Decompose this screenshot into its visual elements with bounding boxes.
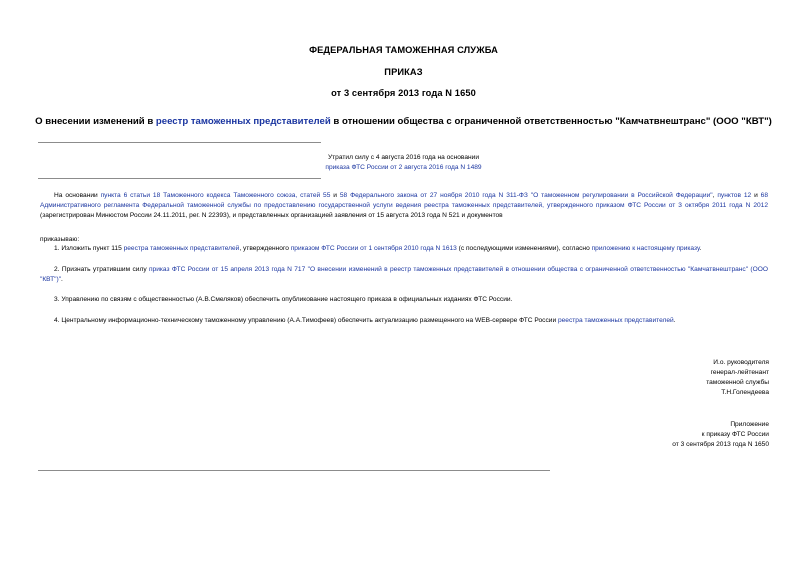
title-prefix: О внесении изменений в	[35, 116, 156, 127]
preamble-link-customs-code[interactable]: пункта 6 статьи 18 Таможенного кодекса Таможенного союза, статей 55	[100, 192, 331, 199]
item2-order-717-link[interactable]: приказ ФТС России от 15 апреля 2013 года N 717 "О внесении изменений в реестр таможенных представителей в отношении общества с ограниченной ответственностью "Камчатвнештранс" (ООО "КВТ")"	[40, 266, 768, 283]
doc-type-heading: ПРИКАЗ	[384, 67, 423, 77]
repeal-note-text: Утратил силу с 4 августа 2016 года на основании	[327, 154, 480, 161]
item4-registry-link[interactable]: реестра таможенных представителей	[557, 317, 674, 324]
preamble-link-regulation[interactable]: 68 Административного регламента Федеральной таможенной службы по предоставлению государственной услуги ведения реестра таможенных представителей, утвержденного приказом ФТС России от 3 октября 2011 года N 2012	[40, 192, 768, 209]
order-item-4: 4. Центральному информационно-техническому таможенному управлению (А.А.Тимофеев) обеспечить актуализацию размещенного на WEB-сервере ФТС России реестра таможенных представителей.	[54, 317, 676, 324]
appendix-title: Приложение	[730, 421, 769, 428]
signature-name: Т.Н.Голендеева	[721, 389, 769, 396]
divider-bottom	[38, 178, 321, 179]
title-registry-link[interactable]: реестр таможенных представителей	[155, 116, 331, 127]
item1-registry-link[interactable]: реестра таможенных представителей	[123, 245, 240, 252]
signature-rank: генерал-лейтенант	[710, 369, 769, 376]
order-word: приказываю:	[40, 236, 80, 243]
order-item-3: 3. Управлению по связям с общественностью (А.В.Смеляков) обеспечить опубликование настоящего приказа в официальных изданиях ФТС России.	[54, 296, 513, 303]
item1-order-1613-link[interactable]: приказом ФТС России от 1 сентября 2010 года N 1613	[290, 245, 457, 252]
signature-block	[569, 358, 769, 398]
appendix-divider	[38, 470, 550, 471]
agency-heading: ФЕДЕРАЛЬНАЯ ТАМОЖЕННАЯ СЛУЖБА	[309, 45, 498, 55]
repeal-order-link[interactable]: приказа ФТС России от 2 августа 2016 года N 1489	[325, 164, 482, 171]
item1-appendix-link[interactable]: приложению к настоящему приказу	[591, 245, 700, 252]
appendix-ref: к приказу ФТС России	[701, 431, 769, 438]
divider-top	[38, 142, 321, 143]
document-title	[0, 116, 807, 127]
date-heading: от 3 сентября 2013 года N 1650	[331, 88, 476, 98]
preamble-paragraph: На основании пункта 6 статьи 18 Таможенного кодекса Таможенного союза, статей 55 и 58 Федерального закона от 27 ноября 2010 года N 311-ФЗ "О таможенном регулировании в Российской Федерации", пунктов 12 и 68 Административного регламента Федеральной таможенной службы по предоставлению государственной услуги ведения реестра таможенных представителей, утвержденного приказом ФТС России от 3 октября 2011 года N 2012 (зарегистрирован Минюстом России 24.11.2011, рег. N 22393), и представленных организацией заявления от 15 августа 2013 года N 521 и документов	[40, 192, 768, 219]
appendix-date: от 3 сентября 2013 года N 1650	[672, 441, 769, 448]
order-item-1: 1. Изложить пункт 115 реестра таможенных представителей, утвержденного приказом ФТС России от 1 сентября 2010 года N 1613 (с последующими изменениями), согласно приложению к настоящему приказу.	[54, 245, 702, 252]
appendix-block	[569, 420, 769, 450]
signature-service: таможенной службы	[706, 379, 769, 386]
signature-position: И.о. руководителя	[713, 359, 769, 366]
repeal-note	[0, 153, 807, 173]
title-suffix: в отношении общества с ограниченной ответственностью "Камчатвнештранс" (ООО "КВТ")	[330, 116, 772, 127]
preamble-link-point-12[interactable]: пунктов 12	[717, 192, 752, 199]
order-item-2: 2. Признать утратившим силу приказ ФТС России от 15 апреля 2013 года N 717 "О внесении изменений в реестр таможенных представителей в отношении общества с ограниченной ответственностью "Камчатвнештранс" (ООО "КВТ")".	[40, 266, 768, 283]
preamble-link-federal-law[interactable]: 58 Федерального закона от 27 ноября 2010 года N 311-ФЗ "О таможенном регулировании в Российской Федерации"	[339, 192, 713, 199]
